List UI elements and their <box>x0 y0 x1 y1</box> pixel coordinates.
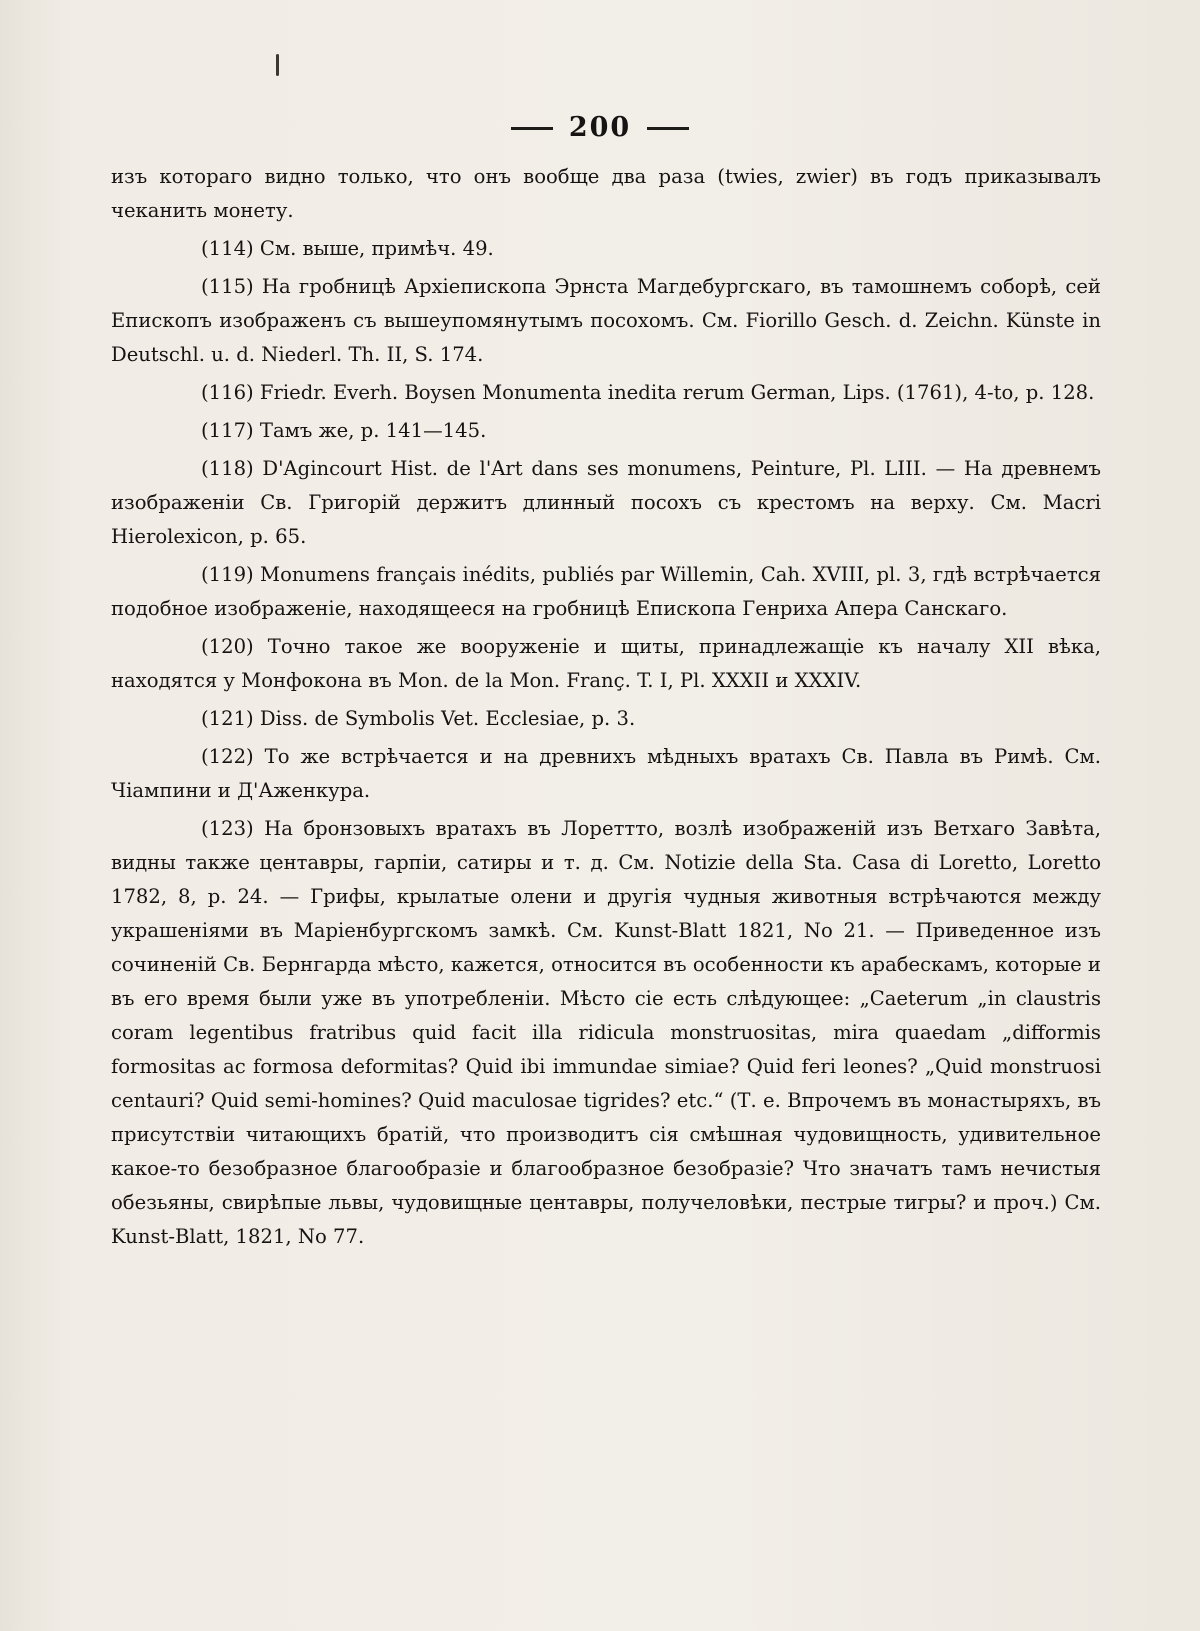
ink-mark <box>276 54 279 76</box>
header-dash-right <box>647 127 689 130</box>
footnote-115: (115) На гробницѣ Архіепископа Эрнста Магдебургскаго, въ тамошнемъ соборѣ, сей Епископъ изображенъ съ вышеупомянутымъ посохомъ. См. Fiorillo Gesch. d. Zeichn. Künste in Deutschl. u. d. Niederl. Th. II, S. 174. <box>111 275 1101 366</box>
continuation-paragraph: изъ котораго видно только, что онъ вообще два раза (twies, zwier) въ годъ приказывалъ чеканить монету. <box>111 165 1101 222</box>
header-dash-left <box>511 127 553 130</box>
page-header <box>0 112 1200 143</box>
footnote-122: (122) То же встрѣчается и на древнихъ мѣдныхъ вратахъ Св. Павла въ Римѣ. См. Чіампини и Д'Аженкура. <box>111 745 1101 802</box>
footnote-120: (120) Точно такое же вооруженіе и щиты, принадлежащіе къ началу XII вѣка, находятся у Монфокона въ Mon. de la Mon. Franç. T. I, Pl. XXXII и XXXIV. <box>111 635 1101 692</box>
footnote-121: (121) Diss. de Symbolis Vet. Ecclesiae, p. 3. <box>201 707 636 730</box>
footnote-116: (116) Friedr. Everh. Boysen Monumenta inedita rerum German, Lips. (1761), 4-to, p. 128. <box>201 381 1095 404</box>
page-number: 200 <box>568 112 632 143</box>
footnote-123: (123) На бронзовыхъ вратахъ въ Лореттто, возлѣ изображеній изъ Ветхаго Завѣта, видны также центавры, гарпіи, сатиры и т. д. См. Notizie della Sta. Casa di Loretto, Loretto 1782, 8, p. 24. — Грифы, крылатые олени и другія чудныя животныя встрѣчаются между украшеніями въ Маріенбургскомъ замкѣ. См. Kunst-Blatt 1821, No 21. — Приведенное изъ сочиненій Св. Бернгарда мѣсто, кажется, относится въ особенности къ арабескамъ, которые и въ его время были уже въ употребленіи. Мѣсто сіе есть слѣдующее: „Caeterum „in claustris coram legentibus fratribus quid facit illa ridicula monstruositas, mira quaedam „difformis formositas ac formosa deformitas? Quid ibi immundae simiae? Quid feri leones? „Quid monstruosi centauri? Quid semi-homines? Quid maculosae tigrides? etc.“ (Т. е. Впрочемъ въ монастыряхъ, въ присутствіи читающихъ братій, что производитъ сія смѣшная чудовищность, удивительное какое-то безобразное благообразіе и благообразное безобразіе? Что значатъ тамъ нечистыя обезьяны, свирѣпые львы, чудовищные центавры, получеловѣки, пестрые тигры? и проч.) См. Kunst-Blatt, 1821, No 77. <box>111 817 1101 1248</box>
footnote-119: (119) Monumens français inédits, publiés par Willemin, Cah. XVIII, pl. 3, гдѣ встрѣчается подобное изображеніе, находящееся на гробницѣ Епископа Генриха Апера Санскаго. <box>111 563 1101 620</box>
footnote-117: (117) Тамъ же, p. 141—145. <box>201 419 487 442</box>
footnote-118: (118) D'Agincourt Hist. de l'Art dans ses monumens, Peinture, Pl. LIII. — На древнемъ изображеніи Св. Григорій держитъ длинный посохъ съ крестомъ на верху. См. Macri Hierolexicon, p. 65. <box>111 457 1101 548</box>
footnote-114: (114) См. выше, примѣч. 49. <box>201 237 494 260</box>
page-body <box>111 160 1101 1254</box>
